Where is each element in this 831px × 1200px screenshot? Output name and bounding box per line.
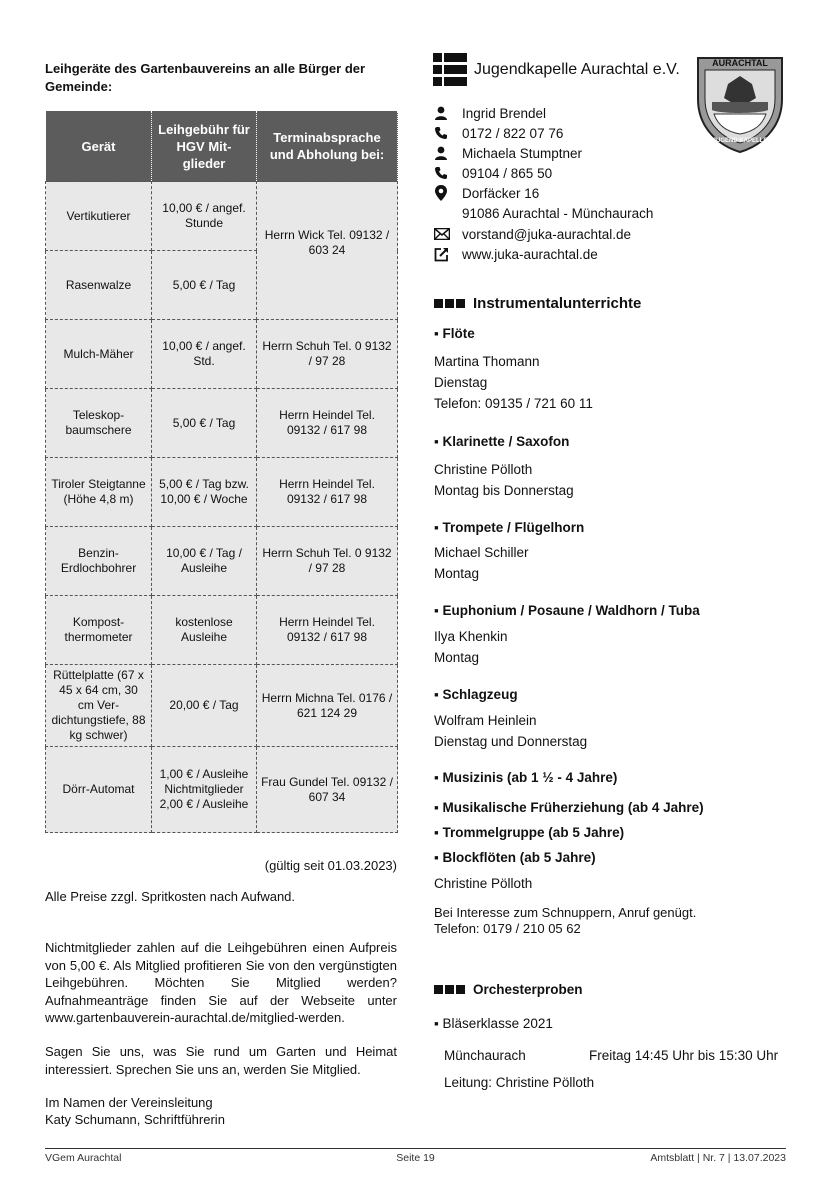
- rehearsal-title-text: Orchesterproben: [473, 982, 583, 997]
- interest-note: Bei Interesse zum Schnuppern, Anruf genügt.: [434, 905, 697, 920]
- footer-page-number: Seite 19: [396, 1152, 435, 1164]
- table-row: [46, 596, 398, 665]
- contact-row: [434, 163, 552, 183]
- contact-cell: Herrn Heindel Tel. 09132 / 617 98: [257, 596, 398, 665]
- contact-cell: Herrn Heindel Tel. 09132 / 617 98: [257, 389, 398, 458]
- item-cell: Kompost-thermometer: [46, 596, 152, 665]
- lessons-title: [434, 295, 641, 312]
- rehearsal-item: ▪ Bläserklasse 2021: [434, 1016, 553, 1031]
- lesson-title: ▪ Trompete / Flügelhorn: [434, 520, 585, 535]
- contact-row: [434, 203, 653, 223]
- lesson-line: Christine Pölloth: [434, 462, 533, 477]
- item-cell: Benzin-Erdlochbohrer: [46, 527, 152, 596]
- contact-text: 91086 Aurachtal - Münchaurach: [462, 205, 654, 221]
- lesson-title: ▪ Schlagzeug: [434, 687, 518, 702]
- lesson-line: Wolfram Heinlein: [434, 713, 537, 728]
- table-row: [46, 527, 398, 596]
- lesson-title: ▪ Flöte: [434, 326, 475, 341]
- location-icon: [434, 185, 454, 201]
- lesson-line: Dienstag: [434, 375, 488, 390]
- contact-row: [434, 143, 582, 163]
- table-row: [46, 389, 398, 458]
- group-title: ▪ Musizinis (ab 1 ½ - 4 Jahre): [434, 770, 618, 785]
- valid-since: (gültig seit 01.03.2023): [264, 858, 397, 873]
- person-icon: [434, 146, 454, 160]
- contact-text: Ingrid Brendel: [462, 105, 547, 121]
- lesson-line: Martina Thomann: [434, 354, 540, 369]
- contact-cell: Frau Gundel Tel. 09132 / 607 34: [257, 747, 398, 833]
- column-header-contact: Terminabsprache und Abholung bei:: [257, 111, 398, 182]
- contact-cell: Herrn Schuh Tel. 0 9132 / 97 28: [257, 320, 398, 389]
- contact-cell: Herrn Schuh Tel. 0 9132 / 97 28: [257, 527, 398, 596]
- lesson-line: Montag: [434, 566, 480, 581]
- item-cell: Teleskop-baumschere: [46, 389, 152, 458]
- fee-cell: 1,00 € / Ausleihe Nichtmitglieder 2,00 € / Ausleihe: [152, 747, 257, 833]
- lesson-title: ▪ Euphonium / Posaune / Waldhorn / Tuba: [434, 603, 700, 618]
- contact-text: 09104 / 865 50: [462, 165, 553, 181]
- table-row: [46, 320, 398, 389]
- mail-icon: [434, 228, 454, 240]
- table-row: [46, 747, 398, 833]
- person-icon: [434, 106, 454, 120]
- lessons-title-text: Instrumentalunterrichte: [473, 295, 642, 312]
- item-cell: Mulch-Mäher: [46, 320, 152, 389]
- org-name: Jugendkapelle Aurachtal e.V.: [474, 61, 680, 78]
- table-row: [46, 458, 398, 527]
- contact-cell: Herrn Heindel Tel. 09132 / 617 98: [257, 458, 398, 527]
- footer-left: VGem Aurachtal: [45, 1152, 122, 1164]
- website-link[interactable]: www.juka-aurachtal.de: [462, 246, 598, 262]
- item-cell: Rüttelplatte (67 x 45 x 64 cm, 30 cm Ver-dichtungstiefe, 88 kg schwer): [46, 665, 152, 747]
- fee-cell: 20,00 € / Tag: [152, 665, 257, 747]
- contact-row: [434, 224, 631, 244]
- phone-icon: [434, 166, 454, 180]
- fee-cell: 5,00 € / Tag: [152, 251, 257, 320]
- section-squares-icon: [434, 295, 467, 312]
- lesson-title: ▪ Klarinette / Saxofon: [434, 434, 570, 449]
- members-paragraph: Nichtmitglieder zahlen auf die Leihgebühren einen Aufpreis von 5,00 €. Als Mitglied profitieren Sie von den vergünstigten Leihgebühren. Möchten Sie Mitglied werden? Aufnahmeanträge finden Sie auf der Webseite unter www.gartenbauverein-aurachtal.de/mitglied-werden.: [45, 940, 397, 1025]
- section-squares-icon: [434, 982, 467, 997]
- fee-cell: 10,00 € / angef. Std.: [152, 320, 257, 389]
- logo-text-top: AURACHTAL: [712, 58, 768, 68]
- lesson-line: Montag: [434, 650, 480, 665]
- contact-cell: Herrn Michna Tel. 0176 / 621 124 29: [257, 665, 398, 747]
- juka-logo: [694, 54, 786, 159]
- page-footer: [45, 1148, 786, 1164]
- fee-cell: 5,00 € / Tag: [152, 389, 257, 458]
- lesson-line: Montag bis Donnerstag: [434, 483, 574, 498]
- column-header-fee: Leihgebühr für HGV Mit-glieder: [152, 111, 257, 182]
- rental-heading: Leihgeräte des Gartenbauvereins an alle Bürger der Gemeinde:: [45, 61, 366, 94]
- rehearsal-lead: Leitung: Christine Pölloth: [444, 1075, 595, 1090]
- prices-note: Alle Preise zzgl. Spritkosten nach Aufwand.: [45, 889, 296, 904]
- item-cell: Rasenwalze: [46, 251, 152, 320]
- lesson-line: Ilya Khenkin: [434, 629, 508, 644]
- fee-cell: 5,00 € / Tag bzw. 10,00 € / Woche: [152, 458, 257, 527]
- signature-line-1: Im Namen der Vereinsleitung: [45, 1095, 213, 1110]
- org-emblem-icon: [433, 53, 467, 92]
- table-row: [46, 665, 398, 747]
- footer-right: Amtsblatt | Nr. 7 | 13.07.2023: [650, 1152, 786, 1164]
- logo-text-bottom: JUGEND KAPELLE: [712, 138, 768, 144]
- contact-cell: Herrn Wick Tel. 09132 / 603 24: [257, 182, 398, 320]
- contact-text: Michaela Stumptner: [462, 145, 583, 161]
- interest-phone: Telefon: 0179 / 210 05 62: [434, 921, 581, 936]
- invite-paragraph: Sagen Sie uns, was Sie rund um Garten und Heimat interessiert. Sprechen Sie uns an, werden Sie Mitglied.: [45, 1044, 397, 1077]
- contact-row: [434, 123, 563, 143]
- group-title: ▪ Musikalische Früherziehung (ab 4 Jahre): [434, 800, 704, 815]
- signature-line-2: Katy Schumann, Schriftführerin: [45, 1112, 225, 1127]
- lesson-line: Dienstag und Donnerstag: [434, 734, 588, 749]
- table-header-row: [46, 111, 398, 182]
- item-cell: Vertikutierer: [46, 182, 152, 251]
- contact-text: 0172 / 822 07 76: [462, 125, 564, 141]
- external-link-icon: [434, 247, 454, 262]
- contact-row: [434, 103, 546, 123]
- groups-teacher: Christine Pölloth: [434, 876, 533, 891]
- contact-text: Dorfäcker 16: [462, 185, 540, 201]
- item-cell: Dörr-Automat: [46, 747, 152, 833]
- email-link[interactable]: vorstand@juka-aurachtal.de: [462, 226, 632, 242]
- rehearsal-title: [434, 982, 583, 997]
- contact-row: [434, 244, 598, 264]
- lesson-line: Telefon: 09135 / 721 60 11: [434, 396, 593, 411]
- column-header-item: Gerät: [46, 111, 152, 182]
- rental-table: [45, 111, 398, 833]
- fee-cell: 10,00 € / Tag / Ausleihe: [152, 527, 257, 596]
- table-row: [46, 182, 398, 251]
- phone-icon: [434, 126, 454, 140]
- fee-cell: kostenlose Ausleihe: [152, 596, 257, 665]
- rehearsal-place: Münchaurach: [444, 1048, 526, 1063]
- rehearsal-time: Freitag 14:45 Uhr bis 15:30 Uhr: [589, 1048, 779, 1063]
- contact-row: [434, 183, 539, 203]
- group-title: ▪ Trommelgruppe (ab 5 Jahre): [434, 825, 625, 840]
- group-title: ▪ Blockflöten (ab 5 Jahre): [434, 850, 596, 865]
- lesson-line: Michael Schiller: [434, 545, 529, 560]
- item-cell: Tiroler Steigtanne (Höhe 4,8 m): [46, 458, 152, 527]
- fee-cell: 10,00 € / angef. Stunde: [152, 182, 257, 251]
